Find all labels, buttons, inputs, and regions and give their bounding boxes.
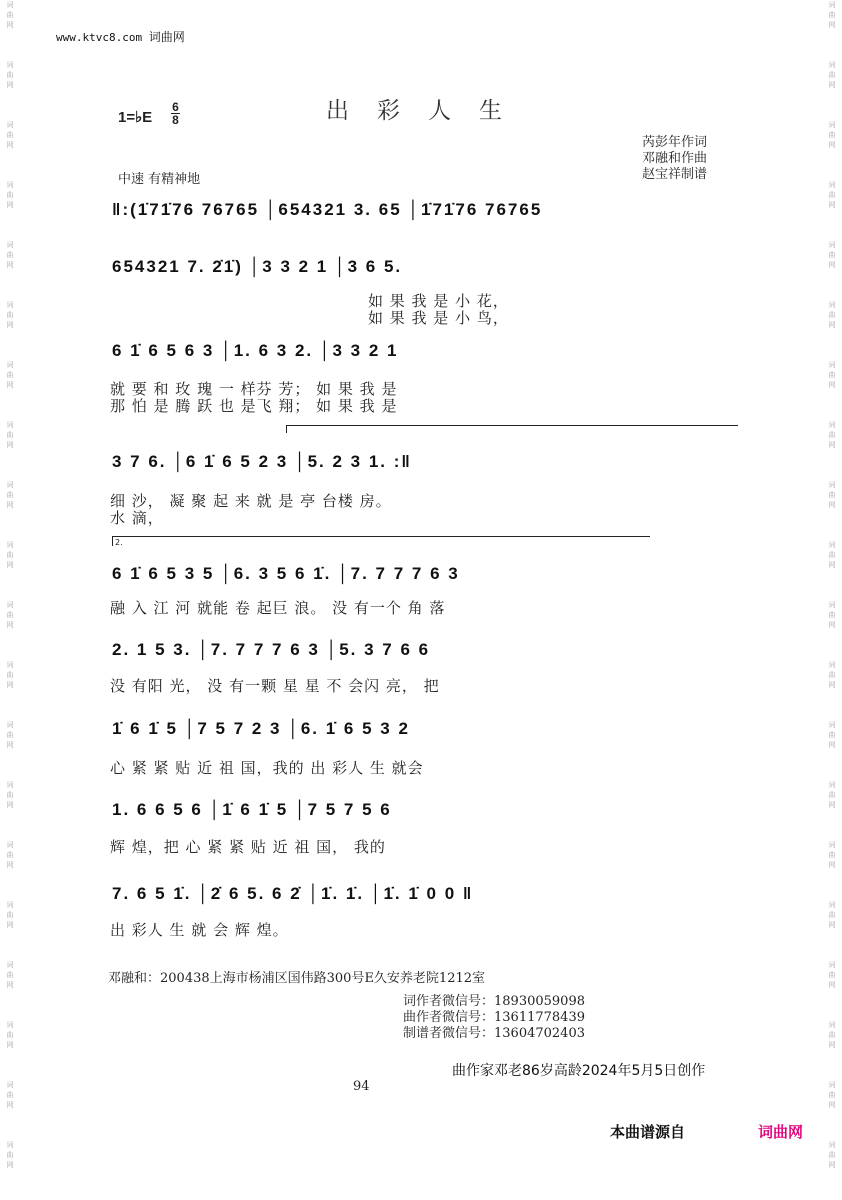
watermark-char: 曲 (828, 191, 836, 199)
song-title: 出彩人生 (326, 98, 530, 124)
watermark-char: 网 (6, 21, 14, 29)
score-row-6-notes: 2. 1 5 3. │7. 7 7 7 6 3 │5. 3 7 6 6 (112, 640, 431, 659)
watermark-gap (2, 90, 18, 120)
score-row-9-notes: 7. 6 5 1̇. │2̇ 6 5. 6 2̇ │1̇. 1̇. │1̇. 1̇ 0 0 ‖ (112, 884, 474, 903)
watermark-gap (824, 930, 840, 960)
watermark-gap (2, 870, 18, 900)
score-row-7-lyrics: 心 紧 紧 贴 近 祖 国，我的 出 彩人 生 就会 (110, 759, 424, 777)
watermark-gap (2, 450, 18, 480)
watermark-char: 词 (6, 1021, 14, 1029)
watermark-char: 词 (6, 181, 14, 189)
watermark-char: 词 (828, 181, 836, 189)
watermark-char: 网 (6, 1101, 14, 1109)
watermark-char: 曲 (828, 731, 836, 739)
watermark-char: 词 (828, 301, 836, 309)
watermark-gap (824, 210, 840, 240)
watermark-char: 网 (828, 1101, 836, 1109)
watermark-char: 词 (828, 1141, 836, 1149)
watermark-char: 网 (6, 861, 14, 869)
watermark-char: 网 (828, 741, 836, 749)
score-row-8-notes: 1. 6 6 5 6 │1̇ 6 1̇ 5 │7 5 7 5 6 (112, 800, 392, 819)
watermark-char: 网 (6, 561, 14, 569)
watermark-char: 网 (828, 981, 836, 989)
composition-note: 曲作家邓老86岁高龄2024年5月5日创作 (452, 1063, 706, 1079)
watermark-gap (2, 390, 18, 420)
volta-2-label: 2. (115, 538, 123, 547)
site-url[interactable]: www.ktvc8.com (56, 31, 143, 44)
watermark-char: 网 (828, 921, 836, 929)
wechat-contacts (403, 994, 585, 1042)
watermark-char: 曲 (828, 671, 836, 679)
watermark-gap (824, 150, 840, 180)
watermark-gap (2, 990, 18, 1020)
score-row-2-lyrics-verse2: 如 果 我 是 小 鸟， (368, 309, 509, 327)
watermark-char: 网 (828, 81, 836, 89)
watermark-char: 网 (828, 561, 836, 569)
score-row-7-notes: 1̇ 6 1̇ 5 │7 5 7 2 3 │6. 1̇ 6 5 3 2 (112, 719, 410, 738)
watermark-gap (824, 1050, 840, 1080)
watermark-char: 词 (6, 661, 14, 669)
watermark-char: 词 (828, 721, 836, 729)
watermark-char: 词 (828, 1081, 836, 1089)
score-row-3-lyrics-verse2: 那 怕 是 腾 跃 也 是飞 翔； 如 果 我 是 (110, 397, 398, 415)
watermark-char: 词 (6, 1141, 14, 1149)
watermark-char: 词 (828, 601, 836, 609)
watermark-char: 词 (6, 301, 14, 309)
watermark-gap (2, 510, 18, 540)
page-number: 94 (353, 1079, 370, 1094)
score-row-4-notes: 3 7 6. │6 1̇ 6 5 2 3 │5. 2 3 1. :‖ (112, 452, 412, 471)
time-signature (171, 101, 180, 126)
watermark-char: 曲 (828, 491, 836, 499)
watermark-char: 曲 (6, 671, 14, 679)
watermark-gap (2, 1110, 18, 1140)
watermark-char: 词 (6, 721, 14, 729)
watermark-gap (824, 870, 840, 900)
volta-2-bracket (112, 536, 650, 537)
watermark-char: 网 (828, 861, 836, 869)
watermark-gap (824, 390, 840, 420)
source-label: 本曲谱源自 (610, 1123, 686, 1141)
watermark-char: 网 (6, 81, 14, 89)
watermark-gap (824, 510, 840, 540)
watermark-char: 曲 (828, 791, 836, 799)
watermark-char: 词 (828, 781, 836, 789)
watermark-char: 网 (828, 801, 836, 809)
watermark-char: 曲 (828, 371, 836, 379)
watermark-char: 曲 (828, 431, 836, 439)
watermark-char: 网 (6, 981, 14, 989)
composer-credit: 邓融和作曲 (642, 151, 708, 166)
watermark-char: 词 (828, 421, 836, 429)
watermark-char: 词 (828, 961, 836, 969)
watermark-char: 曲 (6, 911, 14, 919)
watermark-char: 网 (828, 201, 836, 209)
watermark-char: 词 (6, 421, 14, 429)
watermark-gap (2, 150, 18, 180)
site-name[interactable]: 词曲网 (148, 30, 185, 44)
watermark-char: 词 (6, 841, 14, 849)
watermark-char: 词 (6, 901, 14, 909)
score-row-9-lyrics: 出 彩人 生 就 会 辉 煌。 (110, 921, 289, 939)
watermark-gap (2, 690, 18, 720)
left-watermark-column (2, 0, 18, 1200)
watermark-char: 曲 (6, 731, 14, 739)
score-row-4-lyrics-verse1: 细 沙， 凝 聚 起 来 就 是 亭 台楼 房。 (110, 492, 392, 510)
watermark-char: 词 (828, 1, 836, 9)
composer-wechat: 曲作者微信号：13611778439 (403, 1010, 585, 1025)
watermark-char: 曲 (6, 131, 14, 139)
watermark-char: 网 (6, 921, 14, 929)
watermark-char: 网 (828, 141, 836, 149)
watermark-gap (824, 750, 840, 780)
score-row-2-lyrics-verse1: 如 果 我 是 小 花， (368, 292, 509, 310)
composer-address: 邓融和：200438上海市杨浦区国伟路300号E久安养老院1212室 (108, 971, 486, 986)
watermark-gap (824, 810, 840, 840)
watermark-char: 曲 (828, 911, 836, 919)
watermark-char: 网 (828, 321, 836, 329)
watermark-char: 网 (6, 801, 14, 809)
watermark-char: 曲 (828, 11, 836, 19)
watermark-char: 网 (828, 681, 836, 689)
watermark-char: 网 (6, 741, 14, 749)
watermark-gap (2, 930, 18, 960)
watermark-gap (2, 210, 18, 240)
watermark-char: 曲 (828, 1031, 836, 1039)
lyricist-wechat: 词作者微信号：18930059098 (403, 994, 585, 1009)
watermark-char: 词 (828, 901, 836, 909)
watermark-char: 网 (828, 1161, 836, 1169)
arranger-wechat: 制谱者微信号：13604702403 (403, 1026, 585, 1041)
watermark-char: 网 (6, 261, 14, 269)
watermark-gap (824, 1170, 840, 1200)
volta-1-bracket (286, 425, 738, 426)
watermark-gap (2, 1170, 18, 1200)
watermark-char: 曲 (6, 551, 14, 559)
watermark-char: 词 (6, 121, 14, 129)
watermark-char: 词 (6, 601, 14, 609)
watermark-char: 词 (6, 961, 14, 969)
watermark-char: 曲 (6, 791, 14, 799)
watermark-char: 曲 (828, 71, 836, 79)
watermark-char: 词 (828, 841, 836, 849)
watermark-char: 词 (6, 1, 14, 9)
site-header[interactable] (56, 28, 185, 45)
watermark-char: 词 (6, 781, 14, 789)
watermark-gap (824, 630, 840, 660)
score-row-8-lyrics: 辉 煌，把 心 紧 紧 贴 近 祖 国， 我的 (110, 838, 386, 856)
watermark-char: 网 (6, 321, 14, 329)
watermark-gap (2, 30, 18, 60)
watermark-char: 网 (828, 21, 836, 29)
tempo-marking: 中速 有精神地 (118, 172, 201, 187)
watermark-gap (824, 570, 840, 600)
watermark-char: 曲 (6, 971, 14, 979)
watermark-char: 词 (6, 481, 14, 489)
watermark-char: 网 (6, 141, 14, 149)
watermark-char: 网 (828, 381, 836, 389)
score-row-3-lyrics-verse1: 就 要 和 玫 瑰 一 样芬 芳； 如 果 我 是 (110, 380, 398, 398)
watermark-char: 词 (828, 661, 836, 669)
watermark-char: 网 (6, 441, 14, 449)
watermark-char: 曲 (6, 251, 14, 259)
watermark-char: 词 (6, 61, 14, 69)
watermark-gap (2, 1050, 18, 1080)
arranger-credit: 赵宝祥制谱 (642, 167, 708, 182)
watermark-char: 曲 (6, 371, 14, 379)
watermark-char: 网 (828, 621, 836, 629)
watermark-char: 曲 (6, 851, 14, 859)
score-row-6-lyrics: 没 有阳 光， 没 有一颗 星 星 不 会闪 亮， 把 (110, 677, 440, 695)
watermark-gap (2, 810, 18, 840)
watermark-char: 网 (828, 261, 836, 269)
score-row-5-notes: 6 1̇ 6 5 3 5 │6. 3 5 6 1̇. │7. 7 7 7 6 3 (112, 564, 460, 583)
watermark-char: 词 (828, 481, 836, 489)
watermark-char: 词 (828, 121, 836, 129)
watermark-char: 曲 (6, 11, 14, 19)
source-brand-link[interactable]: 词曲网 (758, 1123, 804, 1141)
watermark-gap (824, 1110, 840, 1140)
watermark-gap (824, 30, 840, 60)
score-row-5-lyrics: 融 入 江 河 就能 卷 起巨 浪。 没 有一个 角 落 (110, 599, 446, 617)
watermark-char: 曲 (828, 131, 836, 139)
lyricist-credit: 芮彭年作词 (642, 135, 708, 150)
watermark-char: 曲 (828, 1091, 836, 1099)
watermark-char: 曲 (6, 71, 14, 79)
watermark-gap (2, 330, 18, 360)
watermark-char: 网 (6, 681, 14, 689)
watermark-gap (824, 90, 840, 120)
watermark-gap (824, 270, 840, 300)
watermark-gap (824, 450, 840, 480)
watermark-char: 词 (828, 541, 836, 549)
watermark-char: 词 (6, 1081, 14, 1089)
watermark-gap (2, 630, 18, 660)
score-row-4-lyrics-verse2: 水 滴， (110, 509, 164, 527)
watermark-char: 网 (6, 201, 14, 209)
watermark-gap (2, 750, 18, 780)
watermark-gap (2, 270, 18, 300)
watermark-char: 曲 (6, 431, 14, 439)
time-denominator: 8 (172, 113, 179, 127)
watermark-char: 曲 (828, 551, 836, 559)
score-row-2-notes: 654321 7. 2̇1̇) │3 3 2 1 │3 6 5. (112, 257, 403, 276)
right-watermark-column (824, 0, 840, 1200)
watermark-char: 曲 (828, 1151, 836, 1159)
watermark-char: 词 (828, 361, 836, 369)
score-row-1-notes: ‖:(1̇71̇76 76765 │654321 3. 65 │1̇71̇76 76765 (112, 200, 543, 219)
watermark-char: 曲 (828, 311, 836, 319)
watermark-char: 曲 (6, 1151, 14, 1159)
watermark-char: 网 (6, 621, 14, 629)
watermark-char: 曲 (6, 191, 14, 199)
watermark-char: 曲 (6, 1091, 14, 1099)
watermark-char: 词 (6, 241, 14, 249)
watermark-gap (824, 330, 840, 360)
watermark-gap (824, 690, 840, 720)
watermark-char: 网 (6, 1161, 14, 1169)
key-signature: 1=♭E (118, 109, 153, 126)
watermark-char: 曲 (828, 851, 836, 859)
watermark-char: 词 (6, 361, 14, 369)
score-row-3-notes: 6 1̇ 6 5 6 3 │1. 6 3 2. │3 3 2 1 (112, 341, 399, 360)
watermark-char: 曲 (6, 1031, 14, 1039)
watermark-char: 曲 (6, 491, 14, 499)
watermark-char: 词 (828, 241, 836, 249)
watermark-char: 网 (6, 1041, 14, 1049)
watermark-char: 词 (828, 1021, 836, 1029)
watermark-char: 网 (6, 381, 14, 389)
watermark-gap (2, 570, 18, 600)
watermark-char: 网 (828, 501, 836, 509)
watermark-char: 词 (828, 61, 836, 69)
credits (642, 135, 707, 183)
watermark-char: 网 (828, 441, 836, 449)
watermark-char: 曲 (828, 251, 836, 259)
time-numerator: 6 (172, 100, 179, 114)
watermark-char: 网 (6, 501, 14, 509)
watermark-char: 曲 (6, 311, 14, 319)
watermark-gap (824, 990, 840, 1020)
watermark-char: 网 (828, 1041, 836, 1049)
watermark-char: 曲 (6, 611, 14, 619)
watermark-char: 曲 (828, 971, 836, 979)
watermark-char: 曲 (828, 611, 836, 619)
watermark-char: 词 (6, 541, 14, 549)
